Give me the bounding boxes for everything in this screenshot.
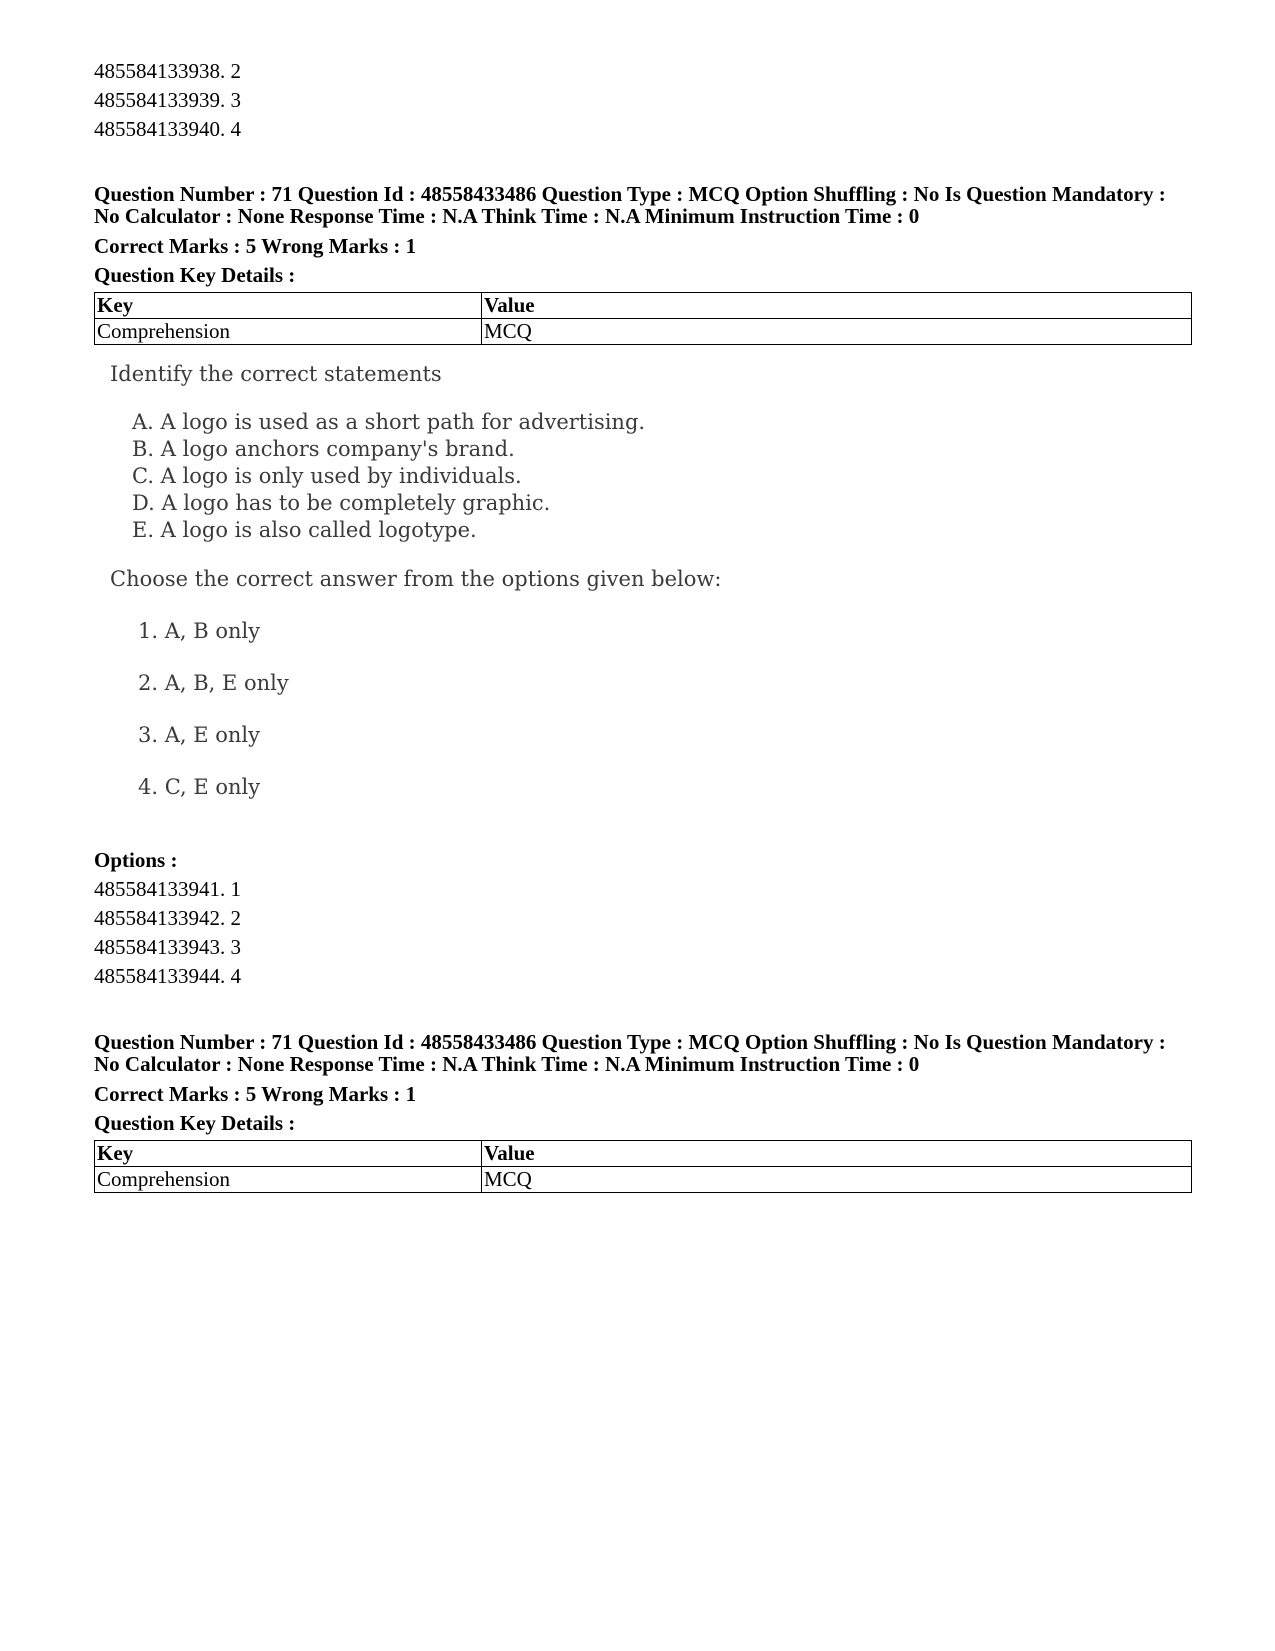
statement-c: C. A logo is only used by individuals. (132, 464, 522, 488)
key-details-table (94, 1140, 1192, 1193)
table-header-key: Key (95, 1141, 482, 1167)
table-cell-value: MCQ (482, 1167, 1192, 1193)
statement-b: B. A logo anchors company's brand. (132, 437, 515, 461)
table-cell-key: Comprehension (95, 319, 482, 345)
option-line: 485584133938. 2 (94, 59, 241, 83)
option-line: 485584133943. 3 (94, 935, 241, 959)
table-header-key: Key (95, 293, 482, 319)
key-details-table (94, 292, 1192, 345)
table-header-value: Value (482, 293, 1192, 319)
option-line: 485584133944. 4 (94, 964, 241, 988)
question-header-line-2: No Calculator : None Response Time : N.A Think Time : N.A Minimum Instruction Time : 0 (94, 204, 920, 228)
statement-d: D. A logo has to be completely graphic. (132, 491, 551, 515)
choice-2: 2. A, B, E only (138, 671, 289, 695)
choice-1: 1. A, B only (138, 619, 261, 643)
options-label: Options : (94, 848, 178, 872)
option-line: 485584133940. 4 (94, 117, 241, 141)
question-block (94, 183, 1192, 345)
statement-a: A. A logo is used as a short path for advertising. (132, 410, 646, 434)
choice-4: 4. C, E only (138, 775, 261, 799)
question-header-line-2: No Calculator : None Response Time : N.A Think Time : N.A Minimum Instruction Time : 0 (94, 1052, 920, 1076)
choice-3: 3. A, E only (138, 723, 260, 747)
statement-e: E. A logo is also called logotype. (132, 518, 477, 542)
options-list (94, 875, 241, 991)
table-cell-key: Comprehension (95, 1167, 482, 1193)
question-header-line-1: Question Number : 71 Question Id : 48558433486 Question Type : MCQ Option Shuffling : No Is Question Mandatory : (94, 182, 1166, 206)
option-line: 485584133939. 3 (94, 88, 241, 112)
table-header-value: Value (482, 1141, 1192, 1167)
question-block (94, 1031, 1192, 1193)
option-line: 485584133942. 2 (94, 906, 241, 930)
question-instruction: Choose the correct answer from the options given below: (110, 567, 722, 591)
marks-line: Correct Marks : 5 Wrong Marks : 1 (94, 1082, 417, 1106)
option-line: 485584133941. 1 (94, 877, 241, 901)
question-header-line-1: Question Number : 71 Question Id : 48558433486 Question Type : MCQ Option Shuffling : No Is Question Mandatory : (94, 1030, 1166, 1054)
key-details-label: Question Key Details : (94, 1111, 296, 1135)
key-details-label: Question Key Details : (94, 263, 296, 287)
marks-line: Correct Marks : 5 Wrong Marks : 1 (94, 234, 417, 258)
previous-options-list (94, 57, 241, 144)
question-stem: Identify the correct statements (110, 362, 442, 386)
table-cell-value: MCQ (482, 319, 1192, 345)
